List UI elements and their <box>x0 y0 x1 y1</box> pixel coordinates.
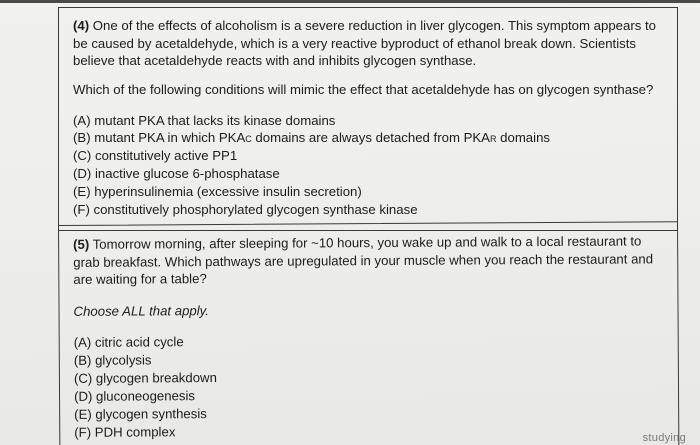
question-5-box <box>58 221 679 445</box>
q5-option-e: (E) glycogen synthesis <box>74 406 207 422</box>
question-5-stem <box>73 232 667 288</box>
q4-option-b <box>73 129 550 148</box>
question-5-instruction: Choose ALL that apply. <box>73 303 209 319</box>
question-5-stem-text: Tomorrow morning, after sleeping for ~10 hours, you wake up and walk to a local restaurant to grab breakfast. Which pathways are upregulated in your muscle when you reach the restaurant and are waiting for a table? <box>73 233 654 287</box>
question-5-number: (5) <box>73 236 90 252</box>
question-4-box <box>58 7 678 231</box>
q5-option-b: (B) glycolysis <box>73 352 152 368</box>
watermark: studying <box>642 432 686 444</box>
q4-option-b-part3: domains <box>496 130 550 145</box>
q4-option-f: (F) constitutively phosphorylated glycogen synthase kinase <box>73 202 418 217</box>
q5-option-d: (D) gluconeogenesis <box>74 388 196 404</box>
q4-option-c: (C) constitutively active PP1 <box>73 148 238 163</box>
question-4-stem <box>73 17 667 70</box>
question-4-prompt: Which of the following conditions will mimic the effect that acetaldehyde has on glycogen synthase? <box>73 82 654 97</box>
q4-option-a: (A) mutant PKA that lacks its kinase domains <box>73 113 336 128</box>
question-4-number: (4) <box>73 18 90 33</box>
question-4-stem-text: One of the effects of alcoholism is a severe reduction in liver glycogen. This symptom appears to be caused by acetaldehyde, which is a very reactive byproduct of ethanol break down. Scientists believe that acetaldehyde reacts with and inhibits glycogen synthase. <box>73 18 656 68</box>
q5-option-c: (C) glycogen breakdown <box>73 370 217 386</box>
q4-option-e: (E) hyperinsulinemia (excessive insulin secretion) <box>73 184 362 199</box>
q4-option-b-part1: (B) mutant PKA in which PKA <box>73 130 246 145</box>
q5-option-f: (F) PDH complex <box>74 424 176 440</box>
q4-option-b-part2: domains are always detached from PKA <box>251 130 490 145</box>
q4-option-b-sub1: C <box>245 134 252 144</box>
q4-option-b-sub2: R <box>489 134 497 144</box>
q5-option-a: (A) citric acid cycle <box>73 334 184 350</box>
q4-option-d: (D) inactive glucose 6-phosphatase <box>73 166 280 181</box>
